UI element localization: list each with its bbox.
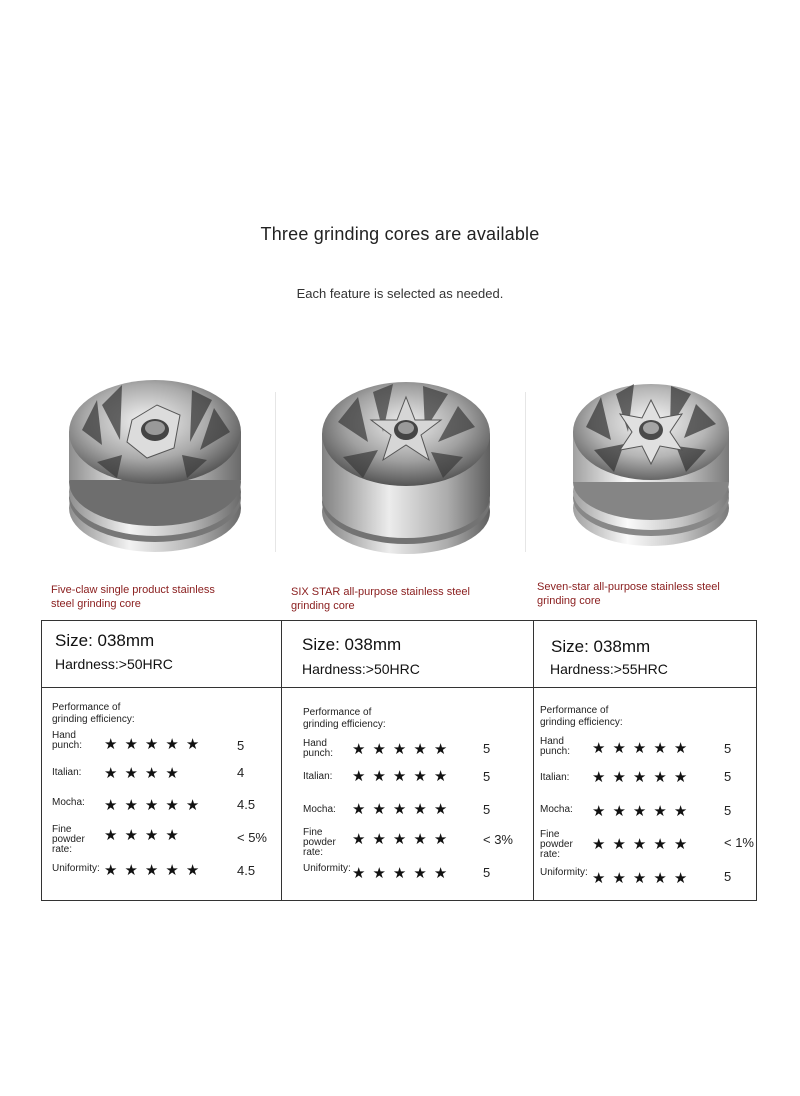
core-1-rating-value-5: 4.5 xyxy=(237,863,256,878)
star-icon: ★ xyxy=(632,769,654,786)
core-3-rating-label-1 xyxy=(540,737,570,757)
core-1-performance-line2: grinding efficiency: xyxy=(52,714,135,725)
core-2-rating-stars-3 xyxy=(352,800,454,818)
table-row-divider xyxy=(42,687,756,688)
core-2-rating-stars-2 xyxy=(352,767,454,785)
star-icon: ★ xyxy=(124,765,145,782)
core-1-performance-heading xyxy=(52,702,135,726)
core-3-rating-stars-1 xyxy=(592,739,694,757)
star-icon: ★ xyxy=(392,865,414,882)
star-icon: ★ xyxy=(433,865,455,882)
core-2-rating-label-5 xyxy=(303,864,351,874)
core-1-rating-label-5 xyxy=(52,864,100,874)
core-2-rating-value-3: 5 xyxy=(483,802,491,817)
star-icon: ★ xyxy=(372,801,393,818)
core-2-hardness: Hardness:>50HRC xyxy=(302,661,420,677)
core-1-hardness: Hardness:>50HRC xyxy=(55,656,173,672)
half-star-icon: ★ xyxy=(185,797,207,814)
star-icon: ★ xyxy=(673,769,695,786)
star-icon: ★ xyxy=(632,870,654,887)
star-icon: ★ xyxy=(144,736,166,753)
star-icon: ★ xyxy=(413,801,434,818)
star-icon: ★ xyxy=(104,797,125,814)
core-2-size: Size: 038mm xyxy=(302,635,402,654)
core-3-rating-label-4 xyxy=(540,830,573,860)
core-3-rating-value-4: < 1% xyxy=(724,835,754,850)
star-icon: ★ xyxy=(352,741,373,758)
star-icon: ★ xyxy=(413,865,434,882)
core-caption-3-line1: Seven-star all-purpose stainless steel xyxy=(537,581,720,593)
core-2-rating-label-4 xyxy=(303,828,336,858)
star-icon: ★ xyxy=(632,740,654,757)
core-3-rating-label-2-line1: Italian: xyxy=(540,772,570,783)
core-3-rating-label-5 xyxy=(540,868,588,878)
core-2-rating-stars-1 xyxy=(352,740,454,758)
star-icon: ★ xyxy=(104,862,125,879)
star-icon: ★ xyxy=(413,741,434,758)
core-1-performance-line1: Performance of xyxy=(52,702,121,713)
core-3-rating-label-4-line2: powder xyxy=(540,839,573,850)
core-3-size: Size: 038mm xyxy=(551,637,651,656)
core-1-rating-label-4-line1: Fine xyxy=(52,824,72,835)
star-icon: ★ xyxy=(673,836,695,853)
core-1-rating-label-1-line1: Hand xyxy=(52,730,76,741)
core-3-rating-value-5: 5 xyxy=(724,869,732,884)
core-3-rating-value-2: 5 xyxy=(724,769,732,784)
core-3-rating-stars-5 xyxy=(592,869,694,887)
star-icon: ★ xyxy=(592,769,613,786)
page-subtitle: Each feature is selected as needed. xyxy=(296,286,504,301)
star-icon: ★ xyxy=(653,740,674,757)
core-3-rating-label-1-line2: punch: xyxy=(540,746,571,757)
core-1-rating-label-1 xyxy=(52,731,82,751)
core-caption-1-line1: Five-claw single product stainless xyxy=(51,584,215,596)
core-3-rating-value-3: 5 xyxy=(724,803,732,818)
core-3-rating-label-1-line1: Hand xyxy=(540,736,564,747)
star-icon: ★ xyxy=(124,736,145,753)
core-3-rating-label-3-line1: Mocha: xyxy=(540,804,573,815)
star-icon: ★ xyxy=(372,768,393,785)
star-icon: ★ xyxy=(144,797,166,814)
core-1-rating-stars-5 xyxy=(104,861,207,879)
star-icon: ★ xyxy=(104,827,125,844)
star-icon: ★ xyxy=(673,803,695,820)
core-1-rating-stars-1 xyxy=(104,735,206,753)
core-2-rating-value-1: 5 xyxy=(483,741,491,756)
core-3-performance-line1: Performance of xyxy=(540,705,609,716)
core-2-performance-line2: grinding efficiency: xyxy=(303,719,386,730)
star-icon: ★ xyxy=(413,831,434,848)
spec-table xyxy=(41,620,757,901)
core-3-rating-value-1: 5 xyxy=(724,741,732,756)
table-column-divider-2 xyxy=(533,621,534,900)
star-icon: ★ xyxy=(165,765,186,782)
core-2-rating-label-4-line3: rate: xyxy=(303,847,324,858)
core-1-rating-label-4-line3: rate: xyxy=(52,844,73,855)
star-icon: ★ xyxy=(165,736,186,753)
core-2-rating-label-5-line1: Uniformity: xyxy=(303,863,351,874)
star-icon: ★ xyxy=(632,836,654,853)
core-3-rating-label-4-line3: rate: xyxy=(540,849,561,860)
star-icon: ★ xyxy=(592,836,613,853)
half-star-icon: ★ xyxy=(185,862,207,879)
five-claw-core-image xyxy=(62,370,248,560)
image-divider-2 xyxy=(525,392,526,552)
star-icon: ★ xyxy=(352,768,373,785)
star-icon: ★ xyxy=(124,862,145,879)
core-3-hardness: Hardness:>55HRC xyxy=(550,661,668,677)
half-star-icon: ★ xyxy=(433,831,455,848)
core-3-performance-line2: grinding efficiency: xyxy=(540,717,623,728)
page-title: Three grinding cores are available xyxy=(260,224,540,244)
star-icon: ★ xyxy=(392,801,414,818)
core-2-rating-stars-4 xyxy=(352,830,455,848)
star-icon: ★ xyxy=(144,827,166,844)
star-icon: ★ xyxy=(124,797,145,814)
core-1-rating-value-3: 4.5 xyxy=(237,797,256,812)
core-2-rating-label-2-line1: Italian: xyxy=(303,771,333,782)
core-caption-1 xyxy=(51,583,215,611)
core-2-rating-label-2 xyxy=(303,772,332,782)
star-icon: ★ xyxy=(352,831,373,848)
star-icon: ★ xyxy=(673,740,695,757)
core-2-rating-label-1-line2: punch: xyxy=(303,748,334,759)
core-1-rating-label-5-line1: Uniformity: xyxy=(52,863,100,874)
star-icon: ★ xyxy=(372,831,393,848)
core-1-rating-label-1-line2: punch: xyxy=(52,740,83,751)
core-3-performance-heading xyxy=(540,705,623,729)
core-caption-3-line2: grinding core xyxy=(537,595,601,607)
star-icon: ★ xyxy=(392,768,414,785)
star-icon: ★ xyxy=(104,736,125,753)
core-2-rating-label-3 xyxy=(303,805,336,815)
core-3-rating-label-2 xyxy=(540,773,569,783)
core-caption-3 xyxy=(537,580,720,608)
core-1-rating-label-3 xyxy=(52,798,85,808)
core-1-rating-stars-2 xyxy=(104,764,186,782)
core-2-performance-heading xyxy=(303,707,386,731)
core-caption-1-line2: steel grinding core xyxy=(51,598,141,610)
core-1-rating-value-4: < 5% xyxy=(237,830,267,845)
core-3-rating-stars-3 xyxy=(592,802,694,820)
core-3-rating-stars-2 xyxy=(592,768,694,786)
six-star-core-image xyxy=(313,372,499,562)
core-1-rating-stars-4 xyxy=(104,826,186,844)
core-3-rating-label-4-line1: Fine xyxy=(540,829,560,840)
star-icon: ★ xyxy=(433,768,455,785)
star-icon: ★ xyxy=(612,740,633,757)
core-2-rating-label-4-line2: powder xyxy=(303,837,336,848)
star-icon: ★ xyxy=(413,768,434,785)
core-1-rating-stars-3 xyxy=(104,796,207,814)
core-1-rating-label-4-line2: powder xyxy=(52,834,85,845)
core-2-rating-label-3-line1: Mocha: xyxy=(303,804,336,815)
star-icon: ★ xyxy=(392,741,414,758)
star-icon: ★ xyxy=(352,865,373,882)
star-icon: ★ xyxy=(592,803,613,820)
star-icon: ★ xyxy=(612,836,633,853)
star-icon: ★ xyxy=(144,862,166,879)
core-1-rating-label-2-line1: Italian: xyxy=(52,767,82,778)
star-icon: ★ xyxy=(165,862,186,879)
core-3-rating-stars-4 xyxy=(592,835,694,853)
core-1-rating-label-4 xyxy=(52,825,85,855)
core-1-rating-value-2: 4 xyxy=(237,765,245,780)
star-icon: ★ xyxy=(392,831,414,848)
core-3-rating-label-5-line1: Uniformity: xyxy=(540,867,588,878)
star-icon: ★ xyxy=(612,803,633,820)
star-icon: ★ xyxy=(104,765,125,782)
star-icon: ★ xyxy=(165,827,186,844)
core-2-rating-label-4-line1: Fine xyxy=(303,827,323,838)
core-caption-2 xyxy=(291,585,470,613)
star-icon: ★ xyxy=(352,801,373,818)
core-1-rating-label-2 xyxy=(52,768,81,778)
core-3-rating-label-3 xyxy=(540,805,573,815)
star-icon: ★ xyxy=(165,797,186,814)
star-icon: ★ xyxy=(653,803,674,820)
core-2-rating-label-1-line1: Hand xyxy=(303,738,327,749)
core-caption-2-line1: SIX STAR all-purpose stainless steel xyxy=(291,586,470,598)
core-2-rating-stars-5 xyxy=(352,864,454,882)
core-caption-2-line2: grinding core xyxy=(291,600,355,612)
star-icon: ★ xyxy=(653,836,674,853)
image-divider-1 xyxy=(275,392,276,552)
star-icon: ★ xyxy=(673,870,695,887)
star-icon: ★ xyxy=(612,769,633,786)
star-icon: ★ xyxy=(433,801,455,818)
star-icon: ★ xyxy=(592,870,613,887)
star-icon: ★ xyxy=(144,765,166,782)
star-icon: ★ xyxy=(433,741,455,758)
star-icon: ★ xyxy=(124,827,145,844)
core-2-performance-line1: Performance of xyxy=(303,707,372,718)
core-1-size: Size: 038mm xyxy=(55,631,155,650)
core-1-rating-label-3-line1: Mocha: xyxy=(52,797,85,808)
star-icon: ★ xyxy=(653,870,674,887)
star-icon: ★ xyxy=(372,741,393,758)
star-icon: ★ xyxy=(632,803,654,820)
core-2-rating-value-4: < 3% xyxy=(483,832,513,847)
core-2-rating-value-5: 5 xyxy=(483,865,491,880)
core-2-rating-label-1 xyxy=(303,739,333,759)
table-column-divider-1 xyxy=(281,621,282,900)
star-icon: ★ xyxy=(612,870,633,887)
seven-star-core-image xyxy=(566,372,736,552)
core-2-rating-value-2: 5 xyxy=(483,769,491,784)
star-icon: ★ xyxy=(592,740,613,757)
star-icon: ★ xyxy=(185,736,207,753)
star-icon: ★ xyxy=(653,769,674,786)
star-icon: ★ xyxy=(372,865,393,882)
core-1-rating-value-1: 5 xyxy=(237,738,245,753)
